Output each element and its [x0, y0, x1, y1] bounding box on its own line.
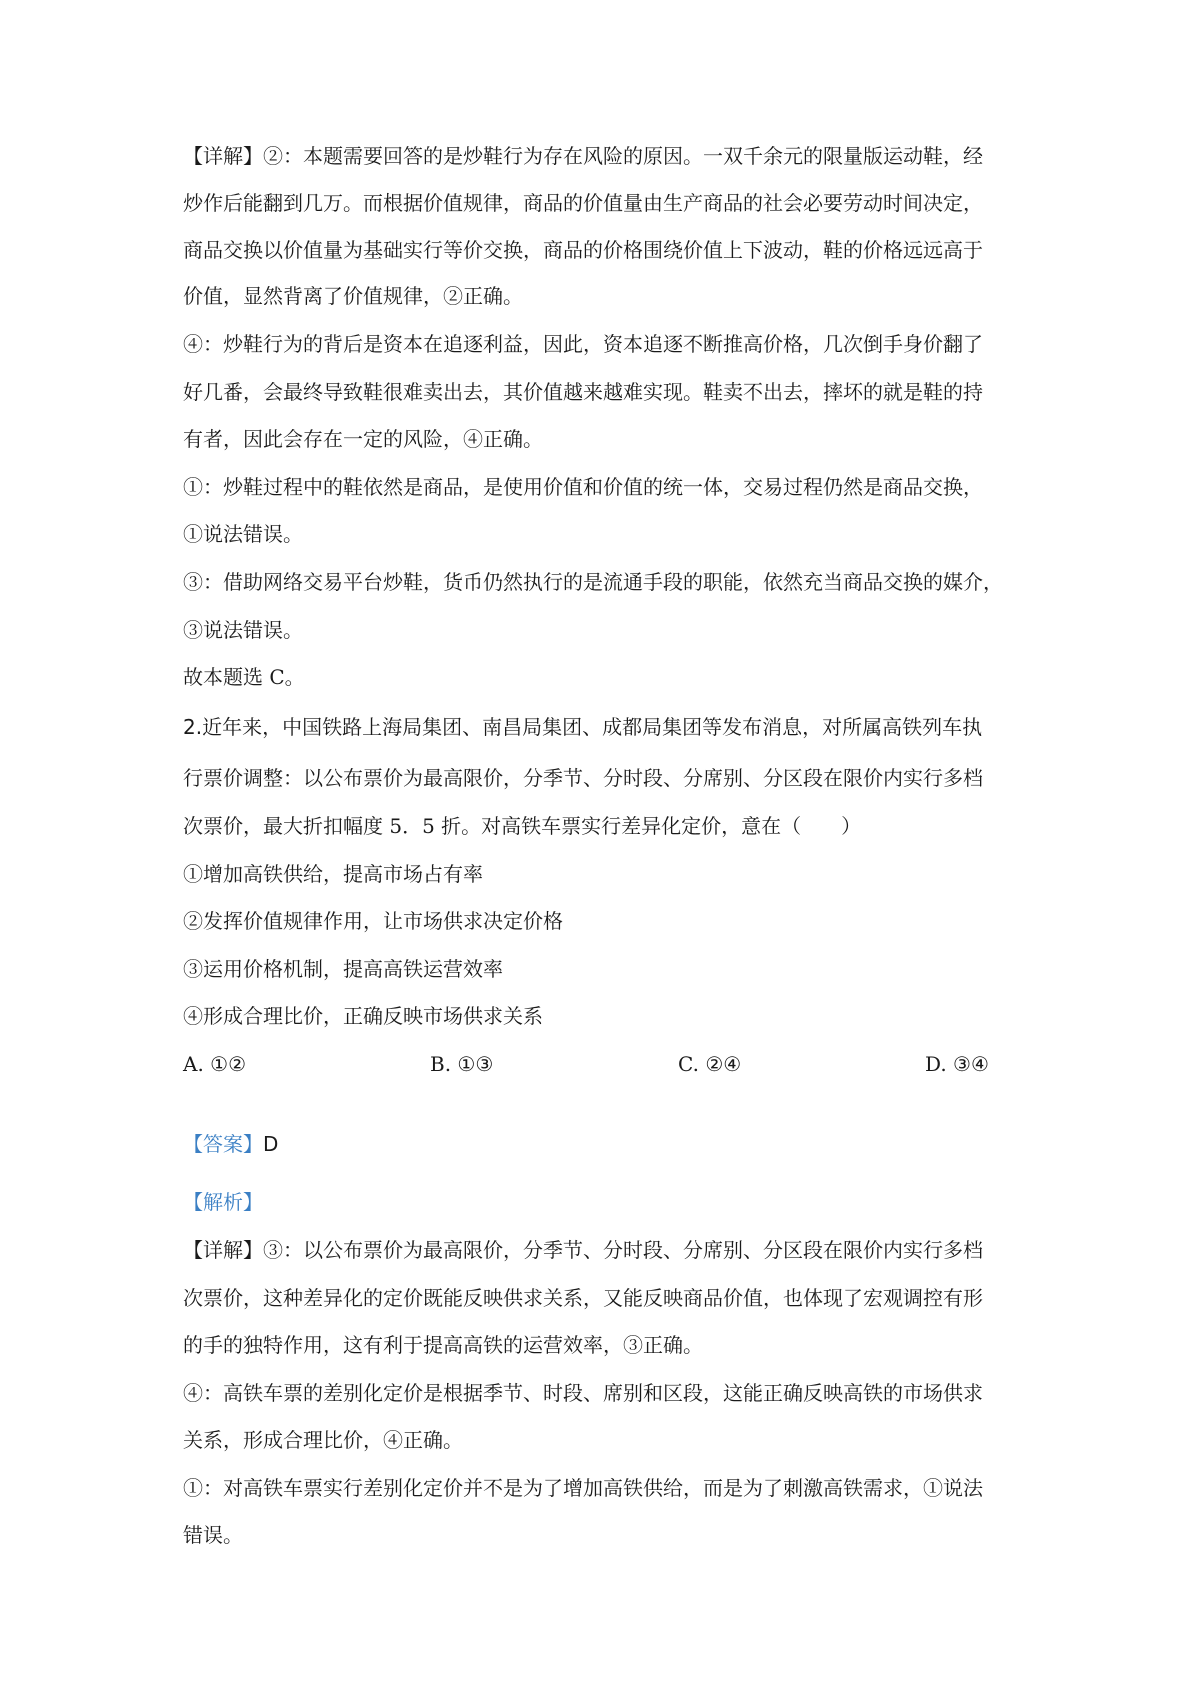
detail1-line-2: 炒作后能翻到几万。而根据价值规律，商品的价值量由生产商品的社会必要劳动时间决定， — [183, 191, 983, 215]
option-d — [925, 1050, 989, 1078]
detail2-line-7: 错误。 — [183, 1523, 243, 1547]
option-a-label: A. — [183, 1052, 204, 1076]
question2-stem-line-2: 行票价调整：以公布票价为最高限价，分季节、分时段、分席别、分区段在限价内实行多档 — [183, 766, 983, 790]
option-b — [430, 1050, 493, 1078]
analysis-tag: 【解析】 — [183, 1190, 263, 1214]
option-b-value: ①③ — [457, 1052, 494, 1076]
detail1-conclusion: 故本题选 C。 — [183, 665, 305, 689]
option-c-label: C. — [678, 1052, 699, 1076]
statement-3: ③运用价格机制，提高高铁运营效率 — [183, 957, 503, 981]
option-d-label: D. — [925, 1052, 947, 1076]
detail1-line-11: ③说法错误。 — [183, 618, 303, 642]
detail1-line-7: 有者，因此会存在一定的风险，④正确。 — [183, 427, 543, 451]
answer-tag: 【答案】 — [183, 1132, 263, 1156]
option-a — [183, 1050, 246, 1078]
detail1-line-5: ④：炒鞋行为的背后是资本在追逐利益，因此，资本追逐不断推高价格，几次倒手身价翻了 — [183, 332, 983, 356]
detail2-line-2: 次票价，这种差异化的定价既能反映供求关系，又能反映商品价值，也体现了宏观调控有形 — [183, 1286, 983, 1310]
question2-stem-text-1: 近年来，中国铁路上海局集团、南昌局集团、成都局集团等发布消息，对所属高铁列车执 — [202, 715, 983, 739]
option-a-value: ①② — [210, 1052, 247, 1076]
question2-stem-line-3: 次票价，最大折扣幅度 5．5 折。对高铁车票实行差异化定价，意在（ ） — [183, 814, 862, 838]
detail2-line-5: 关系，形成合理比价，④正确。 — [183, 1428, 463, 1452]
statement-4: ④形成合理比价，正确反映市场供求关系 — [183, 1004, 543, 1028]
statement-1: ①增加高铁供给，提高市场占有率 — [183, 862, 483, 886]
detail1-line-9: ①说法错误。 — [183, 522, 303, 546]
detail1-line-4: 价值，显然背离了价值规律，②正确。 — [183, 284, 523, 308]
detail1-line-8: ①：炒鞋过程中的鞋依然是商品，是使用价值和价值的统一体，交易过程仍然是商品交换， — [183, 475, 983, 499]
answer-value: D — [263, 1132, 279, 1156]
option-c-value: ②④ — [705, 1052, 742, 1076]
detail2-line-4: ④：高铁车票的差别化定价是根据季节、时段、席别和区段，这能正确反映高铁的市场供求 — [183, 1381, 983, 1405]
detail2-line-3: 的手的独特作用，这有利于提高高铁的运营效率，③正确。 — [183, 1333, 703, 1357]
option-d-value: ③④ — [953, 1052, 989, 1076]
detail1-line-1: 【详解】②：本题需要回答的是炒鞋行为存在风险的原因。一双千余元的限量版运动鞋，经 — [183, 144, 983, 168]
option-c — [678, 1050, 741, 1078]
option-b-label: B. — [430, 1052, 452, 1076]
detail2-line-1: 【详解】③：以公布票价为最高限价，分季节、分时段、分席别、分区段在限价内实行多档 — [183, 1238, 983, 1262]
detail1-line-3: 商品交换以价值量为基础实行等价交换，商品的价格围绕价值上下波动，鞋的价格远远高于 — [183, 238, 983, 262]
detail1-line-10: ③：借助网络交易平台炒鞋，货币仍然执行的是流通手段的职能，依然充当商品交换的媒介， — [183, 570, 1003, 594]
question2-stem-line-1 — [183, 713, 1033, 741]
detail1-line-6: 好几番，会最终导致鞋很难卖出去，其价值越来越难实现。鞋卖不出去，摔坏的就是鞋的持 — [183, 380, 983, 404]
statement-2: ②发挥价值规律作用，让市场供求决定价格 — [183, 909, 563, 933]
answer-line — [183, 1130, 1033, 1158]
question-number: 2. — [183, 715, 203, 739]
detail2-line-6: ①：对高铁车票实行差别化定价并不是为了增加高铁供给，而是为了刺激高铁需求，①说法 — [183, 1476, 983, 1500]
